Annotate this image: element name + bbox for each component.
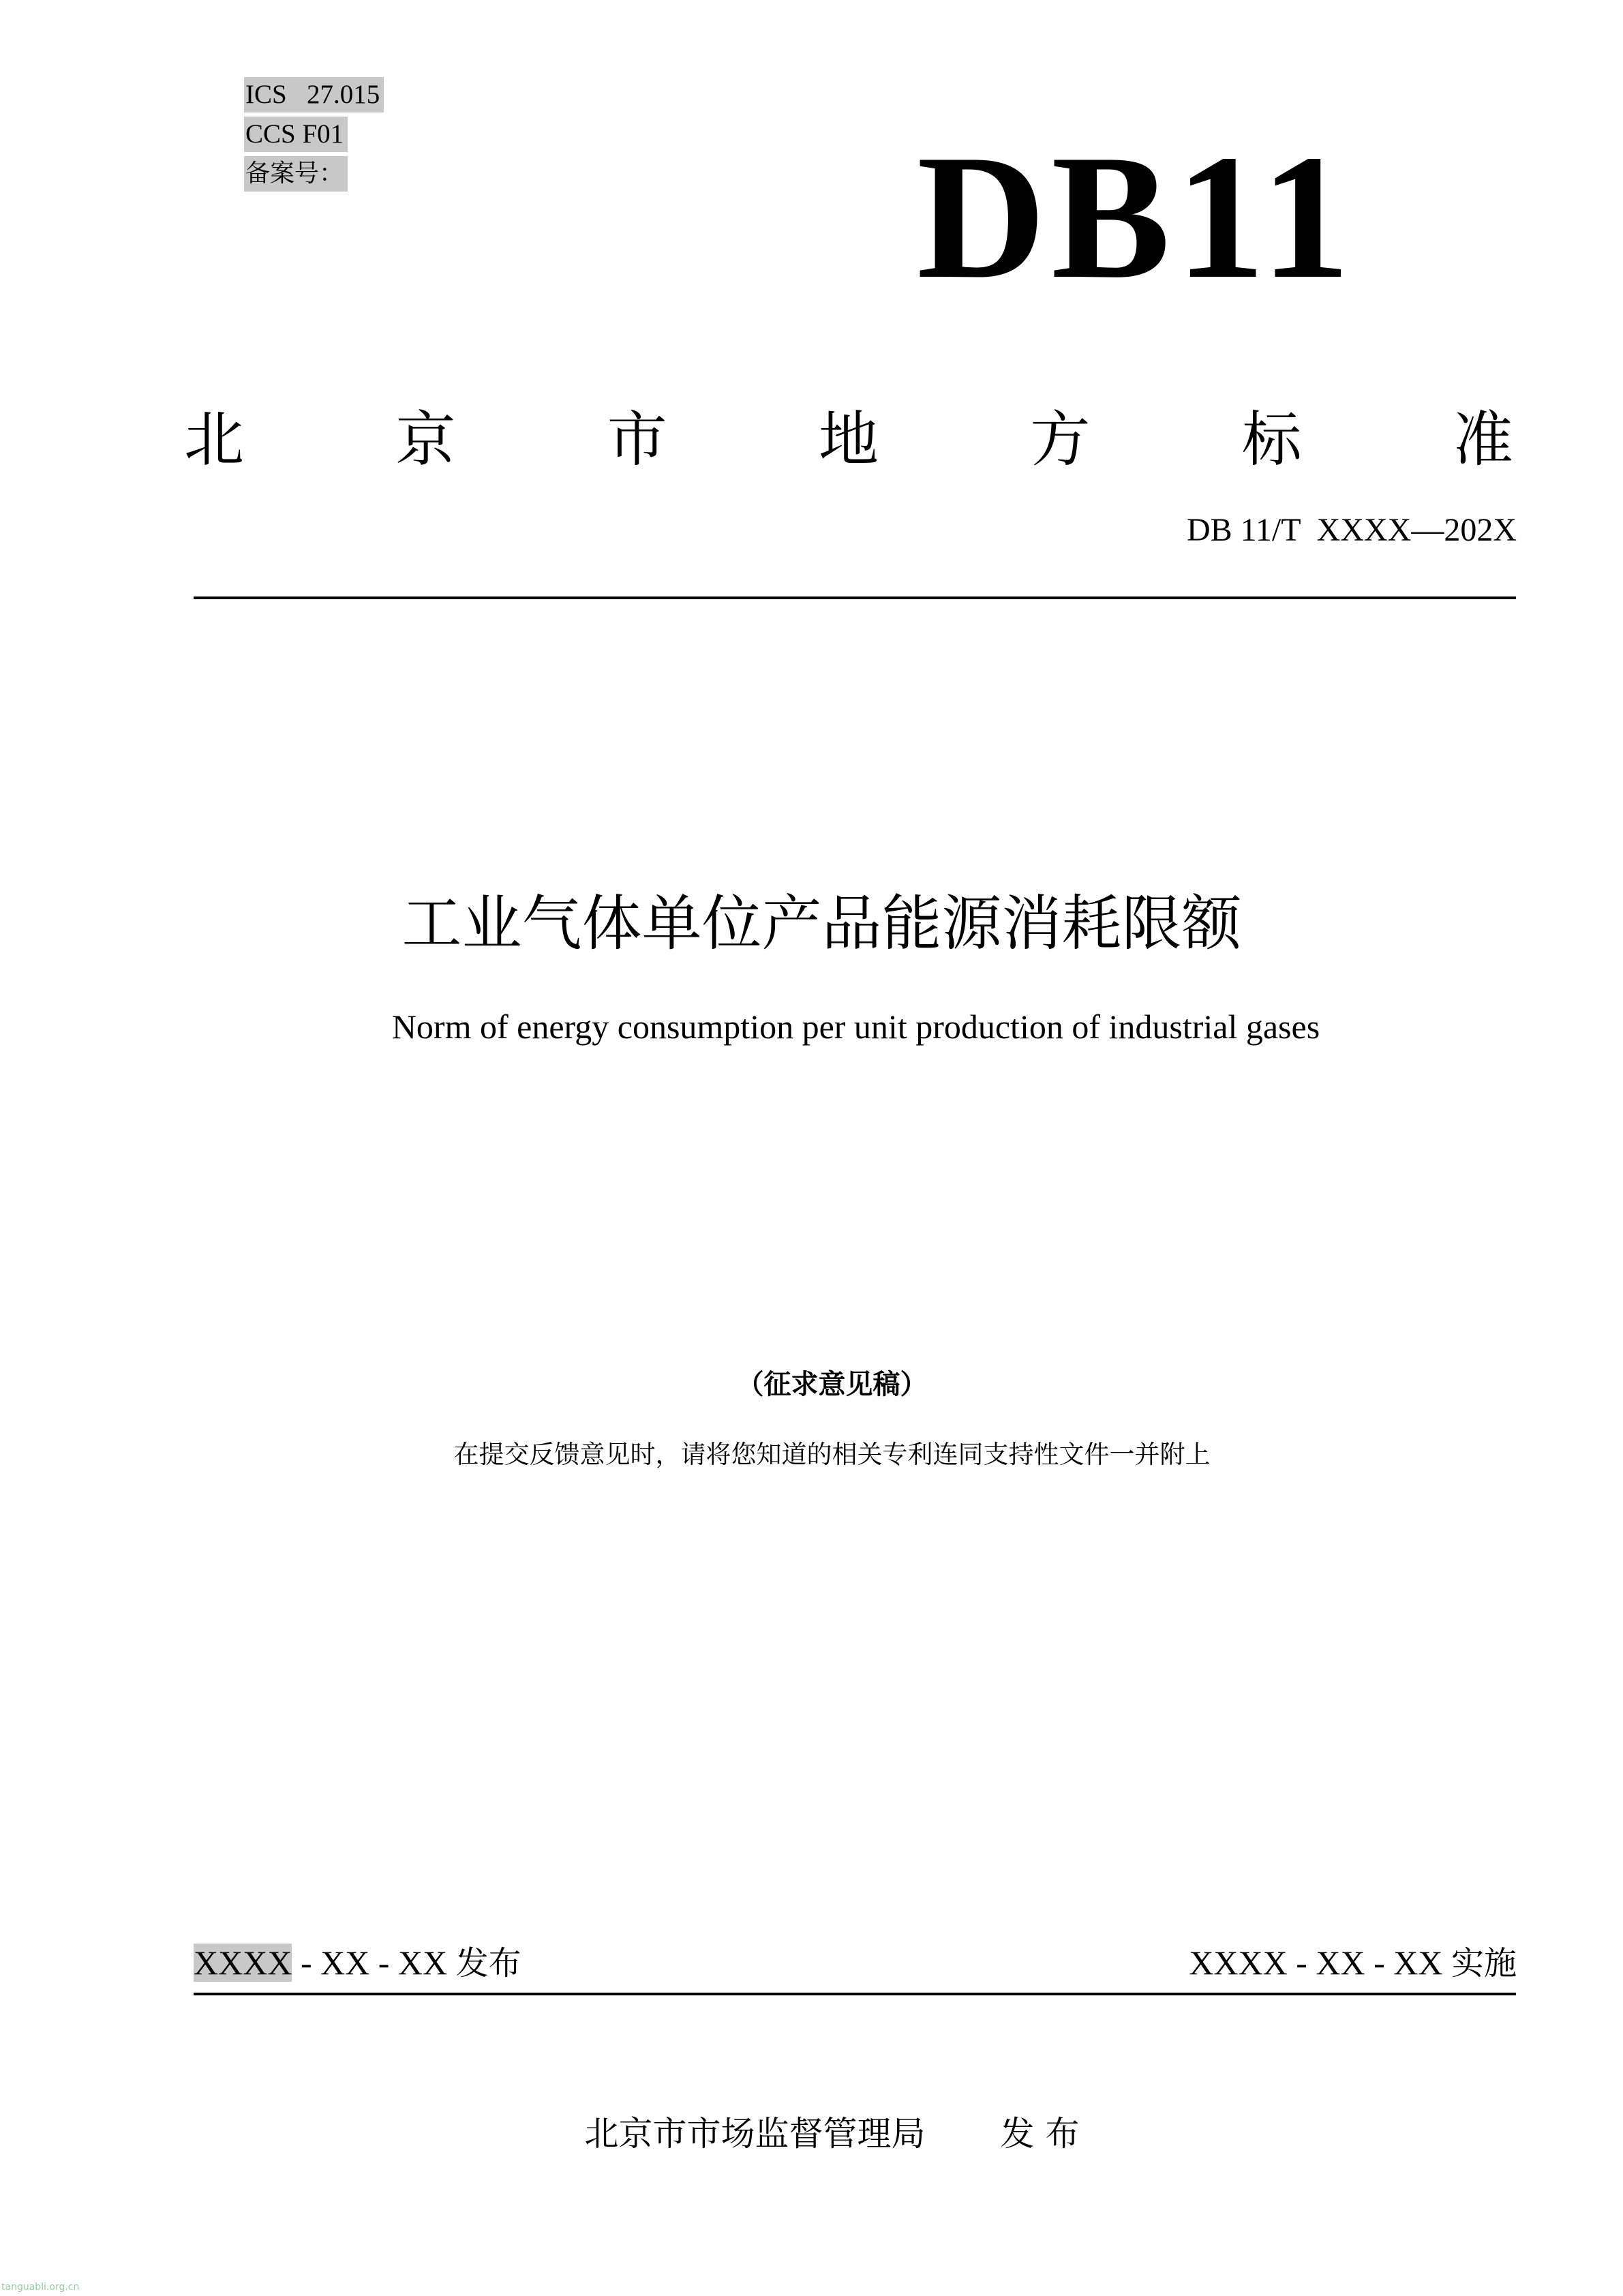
issue-date — [194, 1942, 521, 1984]
issue-suffix: 发布 — [455, 1944, 521, 1982]
ics-code: ICS 27.015 — [244, 77, 384, 112]
standard-type-char: 北 — [184, 404, 245, 474]
standard-type-char: 标 — [1241, 404, 1302, 474]
issuing-action: 发 布 — [1000, 2114, 1080, 2154]
standard-type-char: 准 — [1453, 404, 1513, 474]
draft-label: （征求意见稿） — [736, 1369, 928, 1400]
implementation-date — [1189, 1942, 1517, 1984]
watermark-text: tanguabli.org.cn — [1, 2282, 80, 2293]
issuer-line — [0, 2112, 1623, 2156]
issue-date-rest: - XX - XX — [292, 1944, 456, 1982]
issuing-authority: 北京市市场监督管理局 — [584, 2114, 926, 2154]
standard-type-char: 市 — [607, 404, 667, 474]
filing-number-label: 备案号： — [244, 156, 348, 192]
implementation-suffix: 实施 — [1451, 1944, 1517, 1982]
header-divider — [194, 596, 1516, 599]
implementation-date-value: XXXX - XX - XX — [1189, 1944, 1451, 1982]
standard-type-char: 京 — [395, 404, 456, 474]
issue-year: XXXX — [194, 1944, 292, 1982]
standard-type-char: 方 — [1030, 404, 1091, 474]
standard-type-char: 地 — [818, 404, 879, 474]
footer-divider — [194, 1993, 1516, 1995]
classification-block — [244, 77, 384, 196]
document-title-cn: 工业气体单位产品能源消耗限额 — [401, 888, 1242, 958]
standard-number: DB 11/T XXXX—202X — [1186, 512, 1517, 548]
standard-mark: DB11 — [917, 118, 1356, 316]
standard-type-title — [184, 402, 1513, 477]
draft-note: 在提交反馈意见时，请将您知道的相关专利连同支持性文件一并附上 — [453, 1440, 1211, 1469]
document-title-en: Norm of energy consumption per unit production of industrial gases — [391, 1008, 1320, 1046]
ccs-code: CCS F01 — [244, 117, 348, 152]
